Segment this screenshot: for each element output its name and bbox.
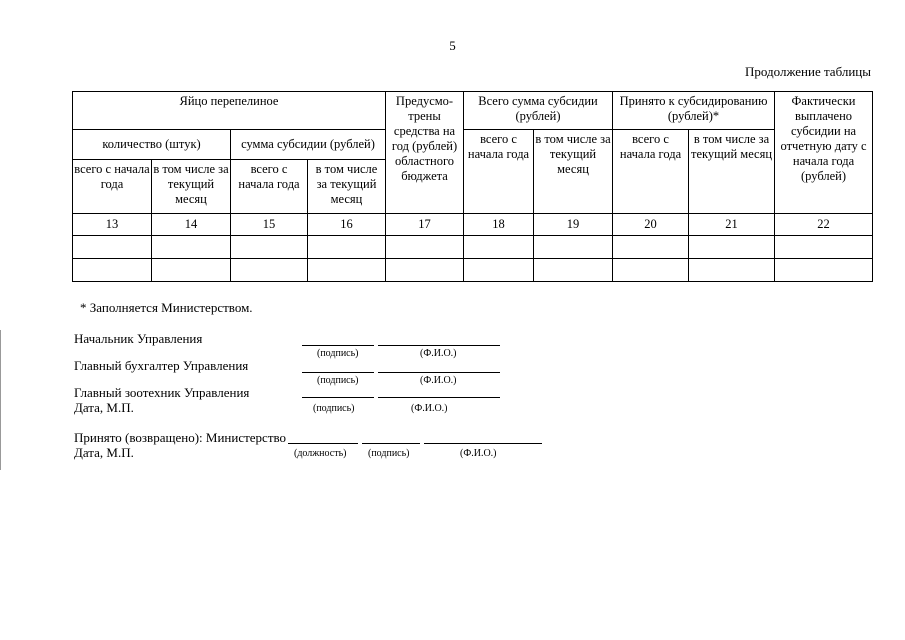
header-paid: Фактически выплачено субсидии на отчетную дату с начала года (рублей) — [775, 92, 873, 214]
zootechnician-label: Главный зоотехник Управления — [74, 385, 250, 400]
signature-line — [362, 443, 420, 444]
table-row — [73, 236, 873, 259]
date-mp-label-2: Дата, М.П. — [74, 445, 134, 460]
date-mp-label: Дата, М.П. — [74, 400, 134, 415]
head-label: Начальник Управления — [74, 331, 203, 346]
header-subsidy-sum: сумма субсидии (рублей) — [231, 130, 386, 160]
header-total-month: в том числе за текущий месяц — [534, 130, 613, 214]
fio-line — [378, 397, 500, 398]
column-number: 16 — [308, 214, 386, 236]
header-total-year: всего с начала года — [464, 130, 534, 214]
column-number: 20 — [613, 214, 689, 236]
fio-line — [378, 372, 500, 373]
column-number: 22 — [775, 214, 873, 236]
continuation-label: Продолжение таблицы — [745, 64, 871, 79]
caption-signature: (подпись) — [313, 403, 355, 414]
caption-fio: (Ф.И.О.) — [420, 375, 457, 386]
header-quantity-month: в том числе за текущий месяц — [152, 160, 231, 214]
header-sum-month: в том числе за текущий месяц — [308, 160, 386, 214]
accountant-label: Главный бухгалтер Управления — [74, 358, 249, 373]
column-number: 13 — [73, 214, 152, 236]
footnote: * Заполняется Министерством. — [80, 300, 253, 315]
header-quantity-year: всего с начала года — [73, 160, 152, 214]
column-number: 21 — [689, 214, 775, 236]
header-quantity: количество (штук) — [73, 130, 231, 160]
caption-fio: (Ф.И.О.) — [411, 403, 448, 414]
position-line — [288, 443, 358, 444]
caption-signature: (подпись) — [317, 348, 359, 359]
signature-line — [302, 372, 374, 373]
caption-position: (должность) — [294, 448, 347, 459]
caption-signature: (подпись) — [317, 375, 359, 386]
accepted-label: Принято (возвращено): Министерство — [74, 430, 287, 445]
scan-edge-line — [0, 330, 1, 470]
fio-line — [424, 443, 542, 444]
header-accepted-year: всего с начала года — [613, 130, 689, 214]
table-row — [73, 259, 873, 282]
signature-line — [302, 345, 374, 346]
column-number: 19 — [534, 214, 613, 236]
fio-line — [378, 345, 500, 346]
column-number: 18 — [464, 214, 534, 236]
header-regional-budget: Предусмо-трены средства на год (рублей) областного бюджета — [386, 92, 464, 214]
column-number: 17 — [386, 214, 464, 236]
column-number: 15 — [231, 214, 308, 236]
signature-line — [302, 397, 374, 398]
header-accepted-month: в том числе за текущий месяц — [689, 130, 775, 214]
caption-fio: (Ф.И.О.) — [460, 448, 497, 459]
caption-signature: (подпись) — [368, 448, 410, 459]
header-egg: Яйцо перепелиное — [73, 92, 386, 130]
column-number: 14 — [152, 214, 231, 236]
header-total-subsidy: Всего сумма субсидии (рублей) — [464, 92, 613, 130]
page-number: 5 — [449, 38, 456, 53]
caption-fio: (Ф.И.О.) — [420, 348, 457, 359]
header-accepted: Принято к субсидированию (рублей)* — [613, 92, 775, 130]
subsidy-table — [72, 91, 873, 282]
header-sum-year: всего с начала года — [231, 160, 308, 214]
